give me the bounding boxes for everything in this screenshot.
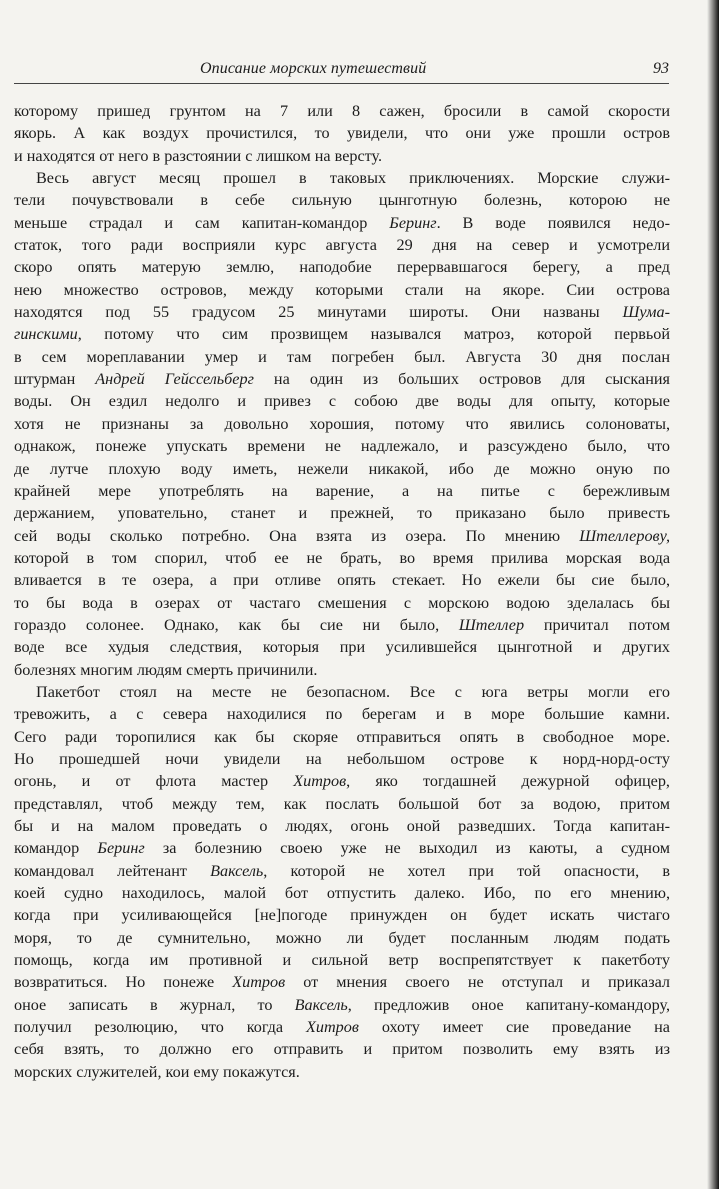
text-line [14,323,670,345]
italic-name: Ваксель [210,861,264,880]
text-run: , потому что сим прозвищем назывался матроз, которой первьой [77,325,670,344]
italic-name: Беринг [389,213,437,232]
text-run: Весь август месяц прошел в таковых приключениях. Морские служи- [36,169,670,188]
text-run: возвратиться. Но понеже [14,973,233,992]
text-line [14,480,670,502]
text-line [14,949,670,971]
text-run: сей воды сколько потребно. Она взята из озера. По мнению [14,526,580,545]
text-run: скоро опять матерую землю, наподобие перервавшагося берегу, а пред [14,258,670,277]
text-line [14,592,670,614]
paragraph [14,167,670,681]
text-line [14,927,670,949]
text-run: Сего ради торопилися как бы скоряе отправиться опять в свободное море. [14,727,670,746]
text-run: хотя не признаны за довольно хорошия, потому что явились солоноваты, [14,414,670,433]
text-run: штурман [14,370,96,389]
text-line [14,1038,670,1060]
body-text [14,100,670,1083]
text-line [14,770,670,792]
text-run: якорь. А как воздух прочистился, то увидели, что они уже прошли остров [14,124,670,143]
text-run: , яко тогдашней дежурной офицер, [346,772,670,791]
italic-name: Хитров [306,1018,359,1037]
text-line [14,189,670,211]
text-run: , которой не хотел при той опасности, в [263,861,670,880]
paragraph [14,681,670,1083]
text-run: гораздо солонее. Однако, как бы сие ни было, [14,615,459,634]
text-line [14,815,670,837]
text-line [14,256,670,278]
text-run: представлял, чтоб между тем, как послать большой бот за водою, притом [14,794,670,813]
text-line [14,793,670,815]
text-run: держанием, уповательно, станет и прежней, то приказано было привесть [14,504,670,523]
text-run: командовал лейтенант [14,861,211,880]
text-line [14,458,670,480]
text-line [14,279,670,301]
text-line [14,614,670,636]
text-line [14,390,670,412]
running-title: Описание морских путешествий [200,60,427,77]
text-line [14,502,670,524]
text-run: огонь, и от флота мастер [14,772,294,791]
text-line [14,301,670,323]
text-run: воды. Он ездил недолго и привез с собою две воды для опыту, которые [14,392,670,411]
text-line [14,681,670,703]
italic-name: Штеллер [458,615,525,634]
text-run: от мнения своего не отступал и приказал [285,973,670,992]
italic-name: Хитров [232,973,286,992]
text-line [14,994,670,1016]
text-line [14,904,670,926]
text-line [14,145,670,167]
text-run: . В воде появился недо- [436,213,670,232]
text-line [14,368,670,390]
text-line [14,726,670,748]
text-line [14,748,670,770]
text-run: меньше страдал и сам капитан-командор [14,213,390,232]
text-line [14,636,670,658]
text-line [14,1061,670,1083]
text-run: себя взять, то должно его отправить и притом позволить ему взять из [14,1040,670,1059]
text-run: помощь, когда им противной и сильной ветр воспрепятствует к пакетботу [14,951,670,970]
text-run: крайней мере употреблять на варение, а на питье с бережливым [14,481,670,500]
text-run: морских служителей, кои ему покажутся. [14,1062,300,1081]
text-run: бы и на малом проведать о людях, огонь оной разведших. Тогда капитан- [14,817,670,835]
text-run: которому пришед грунтом на 7 или 8 сажен, бросили в самой скорости [14,102,670,120]
text-run: однакож, понеже упускать времени не надлежало, и разсуждено было, что [14,437,670,456]
text-run: тревожить, а с севера находилися по берегам и в море большие камни. [14,705,670,724]
text-line [14,837,670,859]
text-run: оное записать в журнал, то [14,995,295,1014]
text-run: которой в том спорил, чтоб ее не брать, во время прилива морская вода [14,548,670,567]
italic-name: Беринг [97,839,145,858]
text-run: в сем мореплавании умер и там погребен был. Августа 30 дня послан [14,347,670,366]
text-run: болезнях многим людям смерть причинили. [14,660,318,679]
text-run: тели почувствовали в себе сильную цынготную болезнь, которою не [14,191,670,210]
text-run: находятся под 55 градусом 25 минутами широты. Они названы [14,303,623,322]
text-line [14,659,670,681]
text-line [14,100,670,122]
text-line [14,122,670,144]
italic-name: Штеллерову, [579,526,670,545]
text-run: когда при усиливающейся [не]погоде принужден он будет искать чистаго [14,906,670,925]
text-run: Но прошедшей ночи увидели на небольшом острове к норд-норд-осту [14,749,670,768]
italic-name: Шума- [622,303,670,322]
header-rule [14,83,669,84]
text-run: причитал потом [524,615,670,634]
text-run: получил резолюцию, что когда [14,1018,307,1037]
page-edge-shadow [707,0,719,1189]
text-run: коей судно находилось, малой бот отпустить далеко. Ибо, по его мнению, [14,884,670,903]
text-run: и находятся от него в разстоянии с лишком на версту. [14,146,383,165]
italic-name: Андрей Гейссельберг [95,370,254,389]
text-run: вливается в те озера, а при отливе опять стекает. Но ежели бы сие было, [14,571,670,590]
italic-name: Хитров [293,772,347,791]
text-line [14,346,670,368]
text-line [14,547,670,569]
text-line [14,435,670,457]
italic-name: гинскими [14,325,78,344]
text-run: Пакетбот стоял на месте не безопасном. Все с юга ветры могли его [36,682,670,701]
text-run: командор [14,839,98,858]
text-run: нею множество островов, между которыми стали на якоре. Сии острова [14,280,670,299]
text-run: охоту имеет сие проведание на [358,1018,670,1037]
text-line [14,882,670,904]
text-line [14,703,670,725]
text-line [14,413,670,435]
page-number: 93 [653,60,669,77]
text-line [14,569,670,591]
text-run: за болезнию своею уже не выходил из каюты, а судном [144,839,670,858]
text-line [14,212,670,234]
running-header [14,58,669,84]
text-line [14,971,670,993]
text-run: то бы вода в озерах от частаго смешения с морскою водою зделалась бы [14,593,670,612]
paragraph [14,100,670,167]
text-run: воде все худыя следствия, которыя при усилившейся цынготной и других [14,638,670,657]
italic-name: Ваксель [294,995,348,1014]
text-line [14,1016,670,1038]
text-line [14,525,670,547]
text-run: моря, то де сумнительно, можно ли будет посланным людям подать [14,928,670,947]
text-line [14,167,670,189]
text-line [14,234,670,256]
text-run: , предложив оное капитану-командору, [347,995,670,1014]
text-run: де лутче плохую воду иметь, нежели никакой, ибо де можно оную по [14,459,670,478]
text-run: статок, того ради восприяли курс августа 29 дня на север и усмотрели [14,236,670,255]
text-run: на один из больших островов для сыскания [253,370,670,389]
text-line [14,860,670,882]
